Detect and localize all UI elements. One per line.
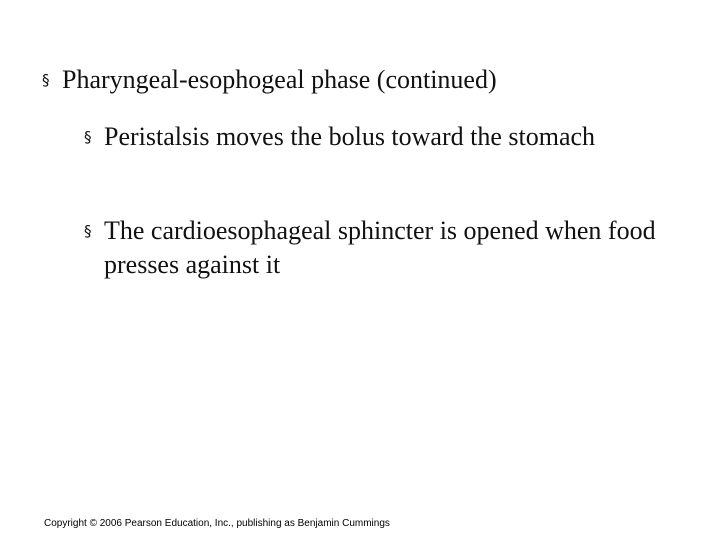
sub-bullet-text: Peristalsis moves the bolus toward the stomach — [104, 122, 596, 151]
sub-bullet-peristalsis — [84, 120, 684, 154]
bullet-marker-icon: § — [42, 71, 50, 89]
bullet-marker-icon: § — [84, 222, 92, 240]
sub-bullet-sphincter — [84, 214, 684, 282]
sub-bullet-text: The cardioesophageal sphincter is opened when food presses against it — [104, 216, 656, 279]
main-bullet — [42, 62, 682, 98]
main-bullet-text: Pharyngeal-esophogeal phase (continued) — [62, 65, 497, 94]
copyright-footer: Copyright © 2006 Pearson Education, Inc., publishing as Benjamin Cummings — [44, 518, 390, 529]
bullet-marker-icon: § — [84, 128, 92, 146]
